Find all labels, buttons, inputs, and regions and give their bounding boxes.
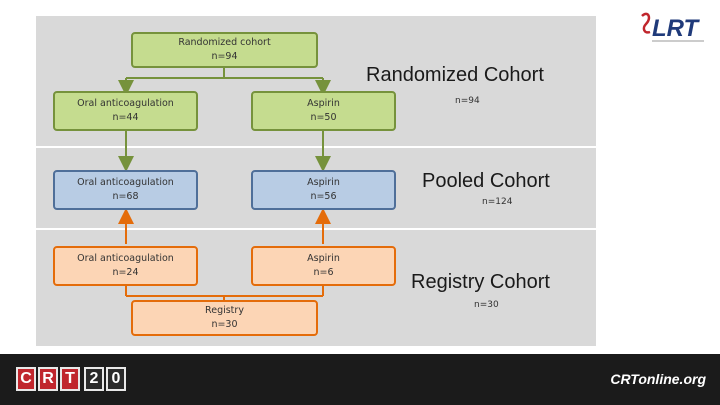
registry-aspirin-box bbox=[251, 246, 396, 286]
box-label: Oral anticoagulation bbox=[77, 252, 174, 264]
randomized-cohort-count: n=94 bbox=[455, 96, 480, 106]
crt20-logo-letter: R bbox=[38, 367, 58, 391]
box-label: Oral anticoagulation bbox=[77, 176, 174, 188]
pooled-cohort-count: n=124 bbox=[482, 197, 513, 207]
footer-bar bbox=[0, 354, 720, 405]
box-count: n=44 bbox=[112, 112, 139, 123]
box-label: Aspirin bbox=[307, 252, 340, 264]
box-count: n=94 bbox=[211, 51, 238, 62]
registry-cohort-title: Registry Cohort bbox=[411, 271, 550, 293]
box-count: n=6 bbox=[313, 267, 334, 278]
randomized-cohort-title: Randomized Cohort bbox=[366, 64, 544, 86]
pooled-oac-box bbox=[53, 170, 198, 210]
box-count: n=56 bbox=[310, 191, 337, 202]
box-label: Aspirin bbox=[307, 176, 340, 188]
box-label: Registry bbox=[205, 304, 244, 316]
box-count: n=50 bbox=[310, 112, 337, 123]
randomized-oac-box bbox=[53, 91, 198, 131]
randomized-aspirin-box bbox=[251, 91, 396, 131]
registry-oac-box bbox=[53, 246, 198, 286]
crt20-logo-letter: C bbox=[16, 367, 36, 391]
pooled-cohort-title: Pooled Cohort bbox=[422, 170, 550, 192]
box-label: Randomized cohort bbox=[178, 36, 271, 48]
lrt-logo bbox=[638, 6, 710, 46]
crt20-logo-letter: T bbox=[60, 367, 80, 391]
box-count: n=24 bbox=[112, 267, 139, 278]
crtonline-logo: CRTonline.org bbox=[610, 371, 706, 387]
pooled-aspirin-box bbox=[251, 170, 396, 210]
box-count: n=30 bbox=[211, 319, 238, 330]
registry-cohort-count: n=30 bbox=[474, 300, 499, 310]
box-label: Aspirin bbox=[307, 97, 340, 109]
crt20-logo-letter: 2 bbox=[84, 367, 104, 391]
box-count: n=68 bbox=[112, 191, 139, 202]
registry-box bbox=[131, 300, 318, 336]
randomized-cohort-box bbox=[131, 32, 318, 68]
box-label: Oral anticoagulation bbox=[77, 97, 174, 109]
crt20-logo-letter: 0 bbox=[106, 367, 126, 391]
svg-text:LRT: LRT bbox=[652, 15, 699, 42]
